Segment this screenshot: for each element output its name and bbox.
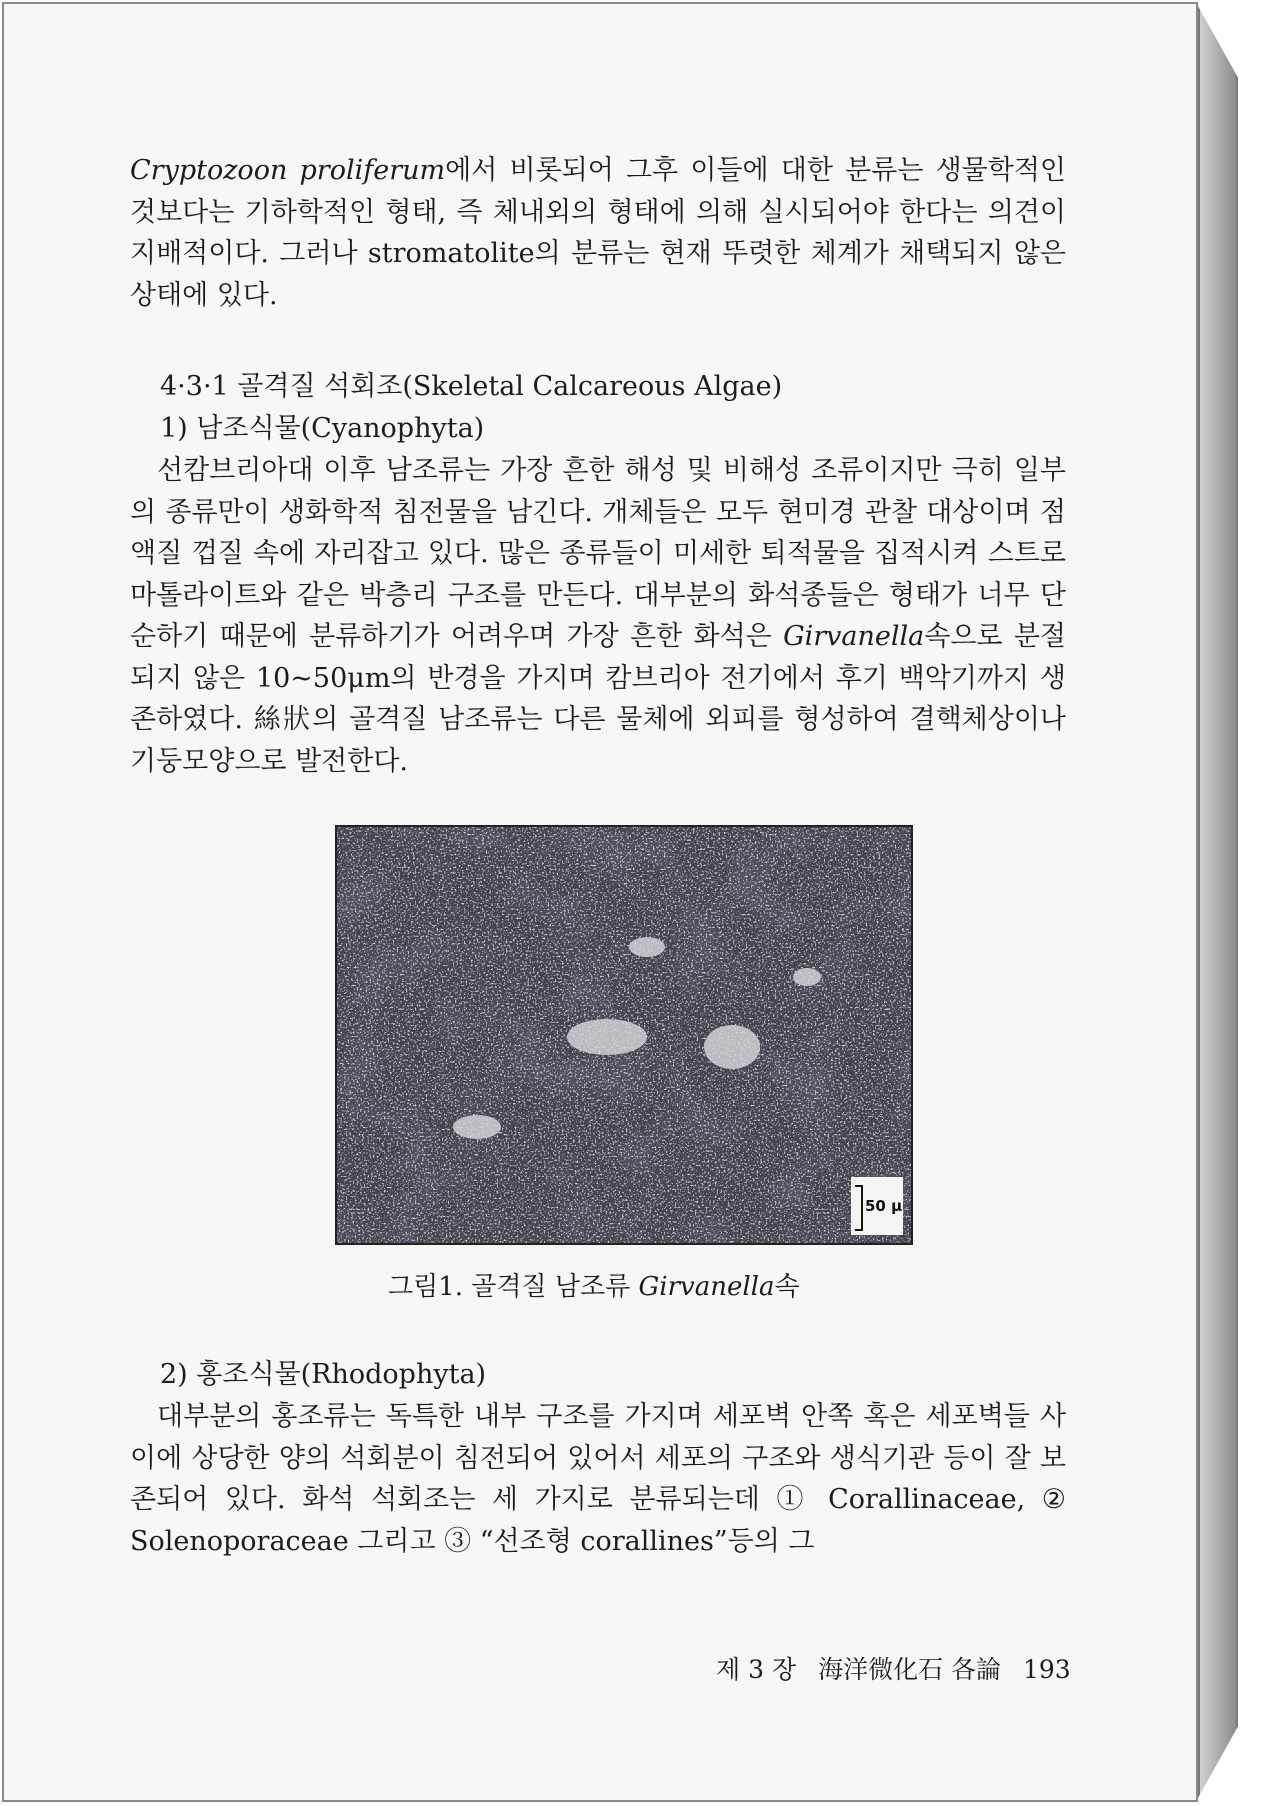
- page-edge: [1198, 6, 1238, 1798]
- paragraph-cyanophyta: [130, 450, 1066, 782]
- footer-chapter: 제 3 장: [716, 1655, 797, 1684]
- paragraph-rhodophyta: 대부분의 홍조류는 독특한 내부 구조를 가지며 세포벽 안쪽 혹은 세포벽들 사이에 상당한 양의 석회분이 침전되어 있어서 세포의 구조와 생식기관 등이 잘 보존되어 있다. 화석 석회조는 세 가지로 분류되는데 ① Corallinaceae, ② Solenoporaceae 그리고 ③ “선조형 corallines”등의 그: [130, 1401, 1066, 1557]
- figure-caption: [388, 1266, 800, 1303]
- paragraph-text: 선캄브리아대 이후 남조류는 가장 흔한 해성 및 비해성 조류이지만 극히 일부의 종류만이 생화학적 침전물을 남긴다. 개체들은 모두 현미경 관찰 대상이며 점액질 껍질 속에 자리잡고 있다. 많은 종류들이 미세한 퇴적물을 집적시켜 스트로마톨라이트와 같은 박층리 구조를 만든다. 대부분의 화석종들은 형태가 너무 단순하기 때문에 분류하기가 어려우며 가장 흔한 화석은: [130, 455, 1066, 652]
- figure-micrograph: [335, 825, 913, 1245]
- micrograph-image: [337, 827, 911, 1243]
- paragraph-intro: [130, 150, 1066, 316]
- page-footer: [716, 1650, 1085, 1686]
- caption-prefix: 그림1. 골격질 남조류: [388, 1272, 639, 1302]
- footer-title: 海洋微化石 各論: [818, 1655, 1002, 1684]
- subheading-rhodophyta: 2) 홍조식물(Rhodophyta): [160, 1359, 487, 1390]
- paragraph-text: 에서 비롯되어 그후 이들에 대한 분류는 생물학적인 것보다는 기하학적인 형태, 즉 체내외의 형태에 의해 실시되어야 한다는 의견이 지배적이다. 그러나 stromatolite의 분류는 현재 뚜렷한 체계가 채택되지 않은 상태에 있다.: [130, 155, 1066, 311]
- scale-bar-line: [855, 1185, 863, 1231]
- scale-bar: [851, 1177, 903, 1235]
- section-heading: 4·3·1 골격질 석회조(Skeletal Calcareous Algae): [160, 371, 783, 402]
- taxon-name: Cryptozoon proliferum: [130, 155, 446, 186]
- subheading-cyanophyta: 1) 남조식물(Cyanophyta): [160, 413, 485, 444]
- paragraph-text: 속으로 분절되지 않은 10~50μm의 반경을 가지며 캄브리아 전기에서 후기 백악기까지 생존하였다. 絲狀의 골격질 남조류는 다른 물체에 외피를 형성하여 결핵체상이나 기둥모양으로 발전한다.: [130, 621, 1066, 777]
- taxon-name: Girvanella: [638, 1272, 775, 1302]
- taxon-name: Girvanella: [783, 621, 925, 652]
- scale-bar-label: 50 μ: [865, 1197, 903, 1215]
- page-number: 193: [1022, 1655, 1071, 1684]
- caption-suffix: 속: [774, 1272, 800, 1302]
